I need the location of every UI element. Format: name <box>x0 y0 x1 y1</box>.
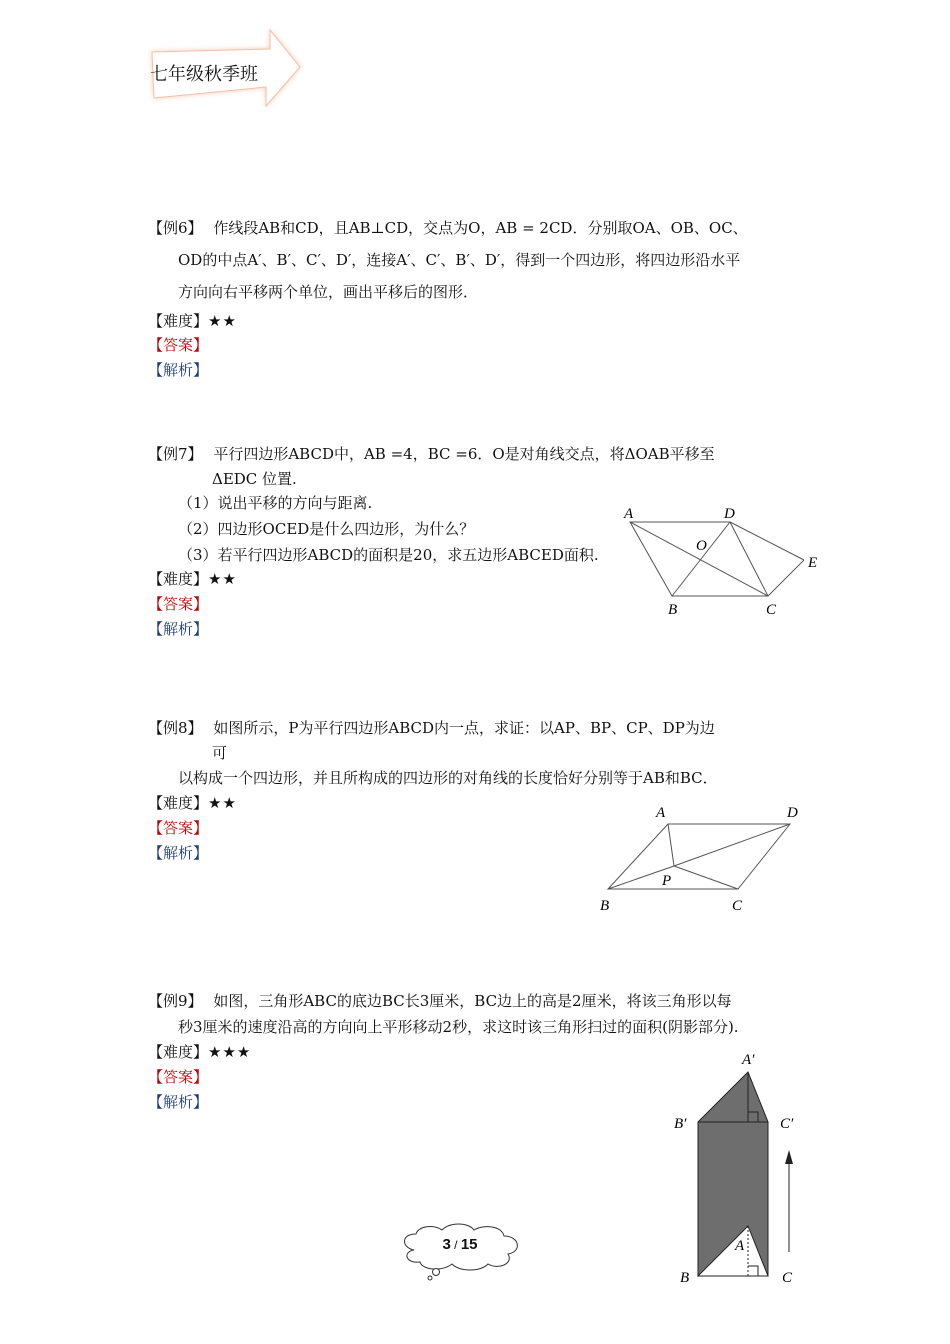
page-number: 3 / 15 <box>442 1236 478 1253</box>
ex9-tag: 【例9】 <box>148 992 203 1010</box>
label-B: B <box>600 898 610 914</box>
label-P: P <box>662 873 672 889</box>
ex7-line1 <box>148 444 715 464</box>
ex6-line2: OD的中点A′、B′、C′、D′，连接A′、C′、B′、D′，得到一个四边形，将四边形沿水平 <box>178 251 741 269</box>
ex7-difficulty <box>148 569 237 589</box>
ex7-tag: 【例7】 <box>148 445 203 463</box>
ex8-tag: 【例8】 <box>148 719 203 737</box>
ex6-difficulty <box>148 311 237 331</box>
ex9-figure <box>660 1040 810 1300</box>
difficulty-label: 【难度】 <box>148 570 209 588</box>
label-B: B <box>668 602 678 618</box>
label-O: O <box>696 538 707 554</box>
difficulty-label: 【难度】 <box>148 312 209 330</box>
total-pages: 15 <box>460 1236 478 1253</box>
ex7-analysis-label: 【解析】 <box>148 620 209 638</box>
ex8-difficulty <box>148 793 237 813</box>
ex7-q3: （3）若平行四边形ABCD的面积是20，求五边形ABCED面积. <box>178 546 599 564</box>
label-C: C <box>782 1270 793 1286</box>
label-B: B <box>680 1270 690 1286</box>
ex7-figure <box>600 500 830 625</box>
ex7-answer-label: 【答案】 <box>148 595 209 613</box>
current-page: 3 <box>442 1236 451 1253</box>
label-C-prime: C′ <box>780 1116 794 1132</box>
difficulty-stars: ★★ <box>208 794 237 812</box>
ex6-text1: 作线段AB和CD，且AB⊥CD，交点为O，AB = 2CD．分别取OA、OB、OC、 <box>213 219 748 237</box>
label-A: A <box>624 506 634 522</box>
label-C: C <box>732 898 743 914</box>
difficulty-label: 【难度】 <box>148 1043 209 1061</box>
label-B-prime: B′ <box>674 1116 687 1132</box>
ex8-line2: 以构成一个四边形，并且所构成的四边形的对角线的长度恰好分别等于AB和BC． <box>178 769 718 787</box>
ex8-line1 <box>148 718 715 738</box>
difficulty-label: 【难度】 <box>148 794 209 812</box>
header-banner <box>140 22 310 122</box>
ex7-text1: 平行四边形ABCD中，AB =4，BC =6．O是对角线交点，将ΔOAB平移至 <box>213 445 715 463</box>
ex8-analysis-label: 【解析】 <box>148 844 209 862</box>
ex8-answer-label: 【答案】 <box>148 819 209 837</box>
header-title: 七年级秋季班 <box>150 64 258 85</box>
ex9-line2: 秒3厘米的速度沿高的方向向上平形移动2秒，求这时该三角形扫过的面积(阴影部分). <box>178 1018 739 1036</box>
ex9-text1: 如图，三角形ABC的底边BC长3厘米，BC边上的高是2厘米，将该三角形以每 <box>213 992 732 1010</box>
ex8-line1b: 可 <box>212 744 228 762</box>
ex9-line1 <box>148 991 732 1011</box>
difficulty-stars: ★★ <box>208 570 237 588</box>
ex7-q2: （2）四边形OCED是什么四边形，为什么？ <box>178 520 475 538</box>
label-D: D <box>787 805 798 821</box>
page-number-badge <box>394 1222 526 1282</box>
label-E: E <box>808 555 818 571</box>
label-A: A <box>656 805 666 821</box>
ex7-q1: （1）说出平移的方向与距离. <box>178 494 373 512</box>
ex9-difficulty <box>148 1042 251 1062</box>
label-C: C <box>766 602 777 618</box>
ex9-answer-label: 【答案】 <box>148 1068 209 1086</box>
ex6-line3: 方向向右平移两个单位，画出平移后的图形． <box>178 283 479 301</box>
ex9-analysis-label: 【解析】 <box>148 1093 209 1111</box>
label-A-prime: A′ <box>742 1052 755 1068</box>
ex6-answer-label: 【答案】 <box>148 336 209 354</box>
ex6-tag: 【例6】 <box>148 219 203 237</box>
difficulty-stars: ★★ <box>208 312 237 330</box>
ex8-figure <box>590 800 820 920</box>
ex6-analysis-label: 【解析】 <box>148 361 209 379</box>
label-D: D <box>724 506 735 522</box>
difficulty-stars: ★★★ <box>208 1043 252 1061</box>
label-A: A <box>735 1238 745 1254</box>
ex8-text1: 如图所示，P为平行四边形ABCD内一点，求证：以AP、BP、CP、DP为边 <box>213 719 715 737</box>
ex6-line1 <box>148 218 748 238</box>
ex7-line2: ΔEDC 位置. <box>212 470 297 488</box>
